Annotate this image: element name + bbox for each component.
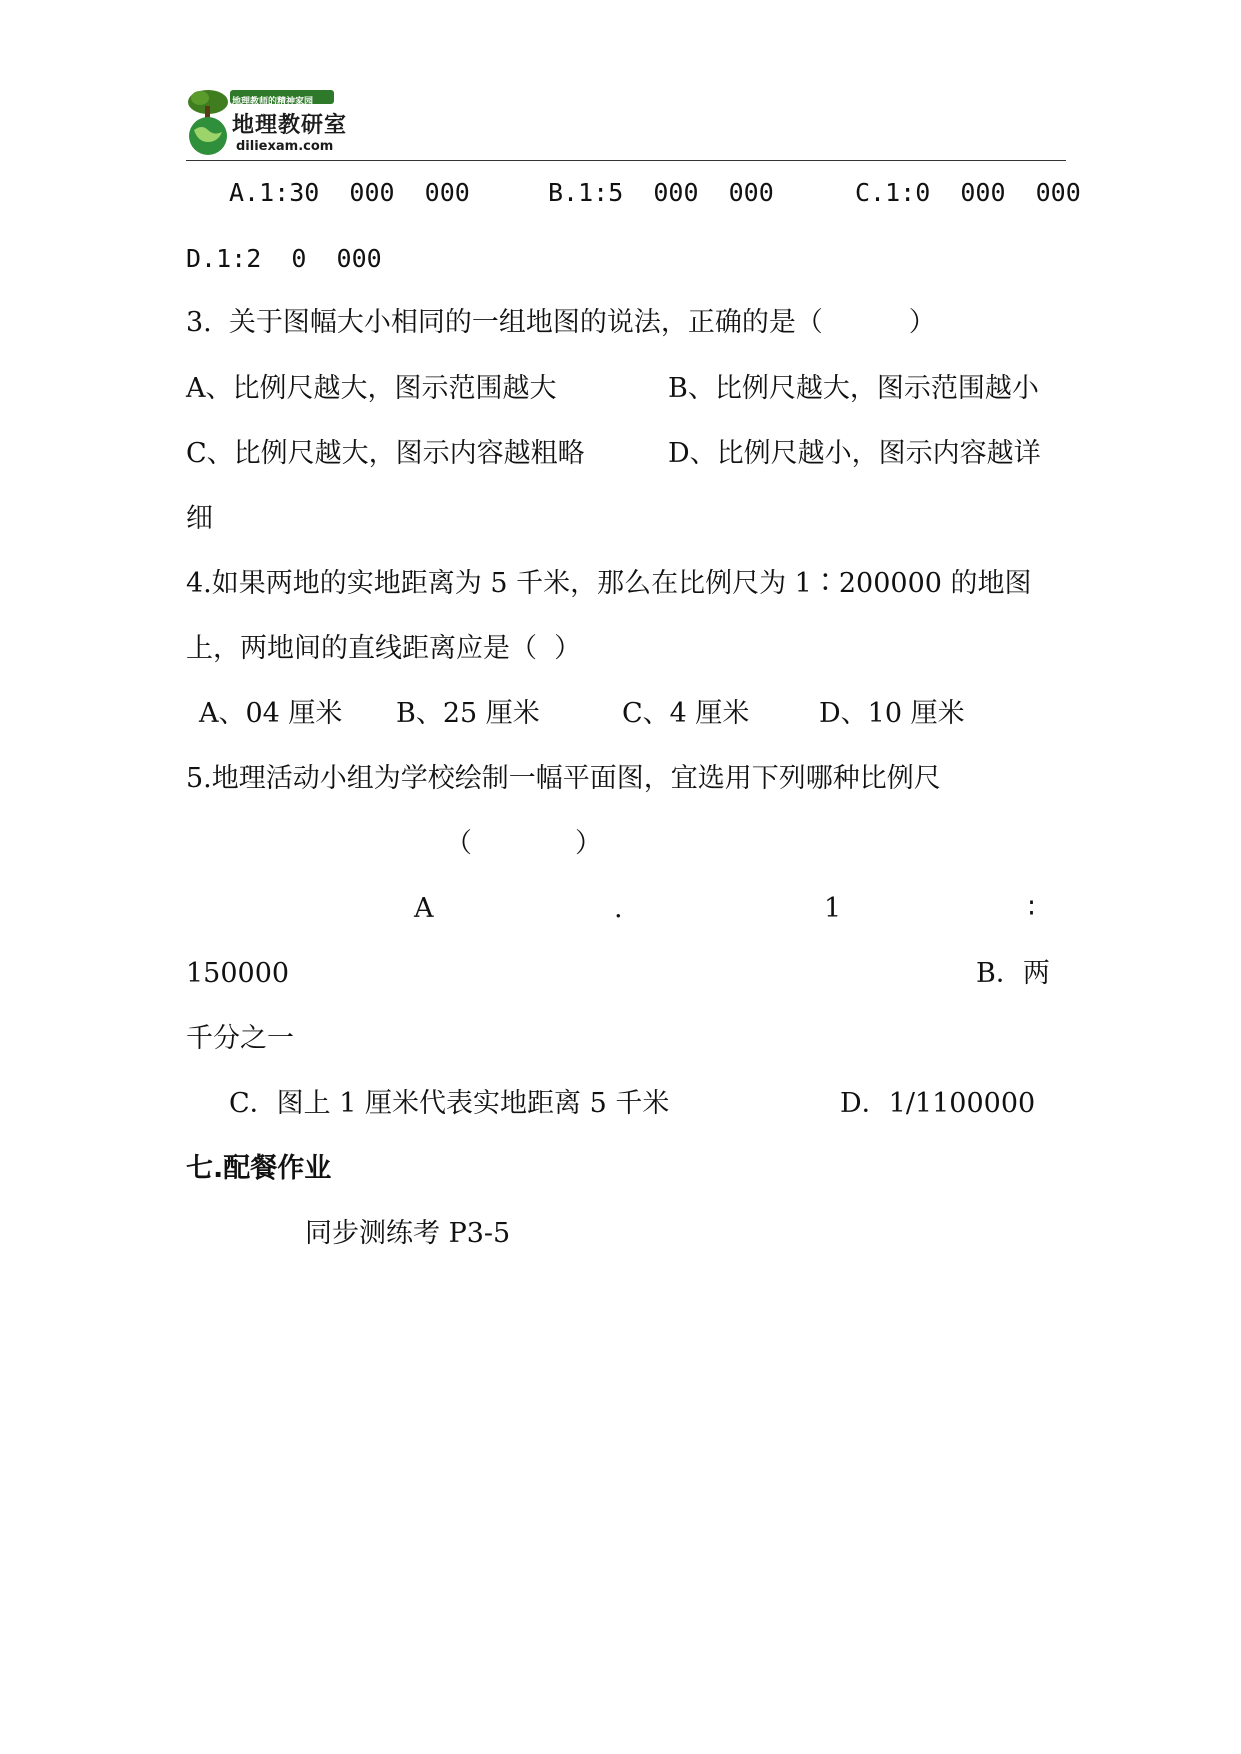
q5-answer-paren: （ ）: [445, 828, 602, 859]
homework-item: 同步测练考 P3-5: [305, 1218, 511, 1249]
q2-option-b: B.1:5 000 000: [548, 178, 774, 207]
q2-option-a: A.1:30 000 000: [229, 178, 470, 207]
q3-option-b: B、比例尺越大，图示范围越小: [668, 373, 1039, 404]
header-rule: [186, 160, 1066, 161]
q4-option-b: B、25 厘米: [396, 698, 540, 729]
q5-option-a-letter: A: [414, 893, 434, 924]
q3-stem: 3. 关于图幅大小相同的一组地图的说法，正确的是（ ）: [186, 307, 936, 338]
section-heading: 七.配餐作业: [186, 1153, 332, 1184]
q4-option-d: D、10 厘米: [819, 698, 965, 729]
logo-banner: 地理教师的精神家园: [232, 97, 314, 107]
q2-option-c: C.1:0 000 000: [855, 178, 1081, 207]
q5-option-a-value: 150000: [186, 958, 290, 989]
q4-stem-line2: 上，两地间的直线距离应是（ ）: [186, 633, 582, 664]
logo-name: 地理教研室: [232, 113, 348, 138]
q5-option-c: C．图上 1 厘米代表实地距离 5 千米: [229, 1088, 670, 1119]
site-logo[interactable]: [186, 86, 376, 158]
q5-option-a-dot: .: [614, 893, 623, 924]
q5-stem: 5.地理活动小组为学校绘制一幅平面图，宜选用下列哪种比例尺: [186, 763, 941, 794]
q5-option-a-one: 1: [824, 893, 842, 924]
q3-option-d: D、比例尺越小，图示内容越详: [668, 438, 1041, 469]
q5-option-d: D．1/1100000: [840, 1088, 1036, 1119]
q5-option-b-continued: 千分之一: [186, 1023, 294, 1054]
q3-option-a: A、比例尺越大，图示范围越大: [186, 373, 557, 404]
q2-option-d: D.1:2 0 000: [186, 244, 382, 273]
q5-option-b: B．两: [976, 958, 1050, 989]
logo-url: diliexam.com: [236, 139, 334, 154]
q3-option-d-continued: 细: [186, 503, 213, 534]
q4-option-a: A、04 厘米: [199, 698, 343, 729]
q4-stem-line1: 4.如果两地的实地距离为 5 千米，那么在比例尺为 1∶200000 的地图: [186, 568, 1032, 599]
q5-option-a-colon: ∶: [1028, 893, 1036, 924]
q4-option-c: C、4 厘米: [622, 698, 750, 729]
q3-option-c: C、比例尺越大，图示内容越粗略: [186, 438, 585, 469]
